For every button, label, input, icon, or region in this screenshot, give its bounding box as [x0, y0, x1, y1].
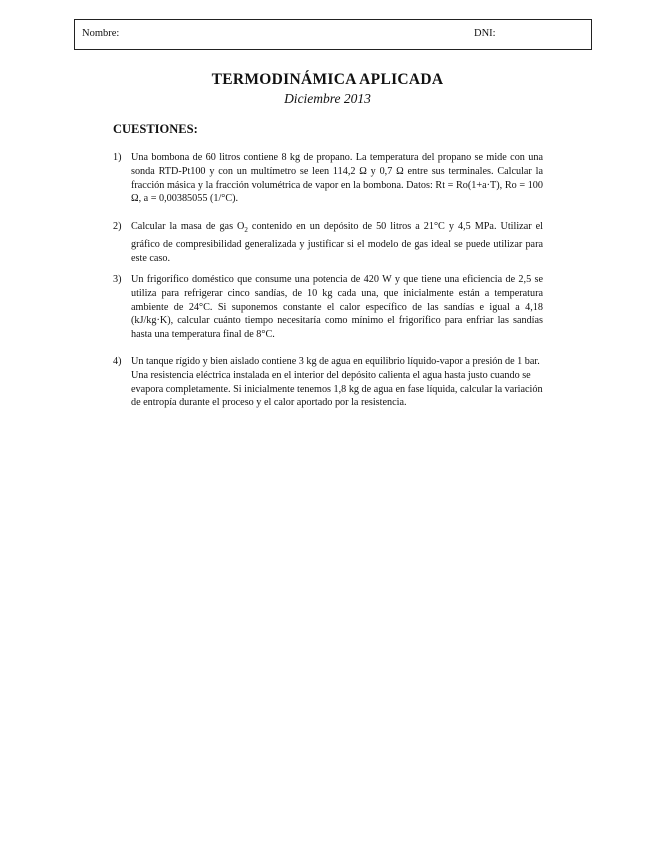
question-number: 3) [113, 274, 122, 285]
question-number: 1) [113, 152, 122, 163]
student-info-box [74, 19, 592, 50]
section-title: CUESTIONES: [113, 122, 198, 136]
question-text: Una bombona de 60 litros contiene 8 kg de propano. La temperatura del propano se mide con una sonda RTD-Pt100 y con un multímetro se leen 114,2 Ω y 0,7 Ω entre sus terminales. Calcular la fracción másica y la fracción volumétrica de vapor en la bombona. Datos: Rt = Ro(1+a·T), Ro = 100 Ω, a = 0,00385055 (1/°C). [131, 152, 543, 205]
name-label: Nombre: [82, 28, 120, 39]
question-number: 4) [113, 356, 122, 367]
dni-label: DNI: [474, 28, 496, 39]
question-1 [113, 151, 543, 206]
question-text: Un frigorífico doméstico que consume una potencia de 420 W y que tiene una eficiencia de 2,5 se utiliza para refrigerar cinco sandías, de 10 kg cada una, que inicialmente están a temperatura ambiente de 24°C. Si suponemos constante el calor específico de las sandías e igual a 4,18 (kJ/kg·K), calcular cuánto tiempo necesitaría como mínimo el frigorífico para enfriar las sandías hasta una temperatura final de 8°C. [131, 274, 543, 341]
question-2 [113, 220, 543, 265]
question-4 [113, 355, 543, 410]
exam-date: Diciembre 2013 [284, 91, 371, 106]
exam-title: TERMODINÁMICA APLICADA [211, 71, 444, 88]
question-number: 2) [113, 221, 122, 232]
question-text: Un tanque rígido y bien aislado contiene 3 kg de agua en equilibrio líquido-vapor a presión de 1 bar. Una resistencia eléctrica instalada en el interior del depósito calienta el agua hasta justo cuando se evapora completamente. Si inicialmente tenemos 1,8 kg de agua en fase líquida, calcular la variación de entropía durante el proceso y el calor aportado por la resistencia. [131, 356, 543, 409]
question-text: Calcular la masa de gas $O_2$ contenido en un depósito de 50 litros a 21°C y 4,5 MPa. Utilizar el gráfico de compresibilidad generalizada y justificar si el modelo de gas ideal se puede utilizar para este caso. [131, 221, 543, 264]
question-3 [113, 273, 543, 342]
